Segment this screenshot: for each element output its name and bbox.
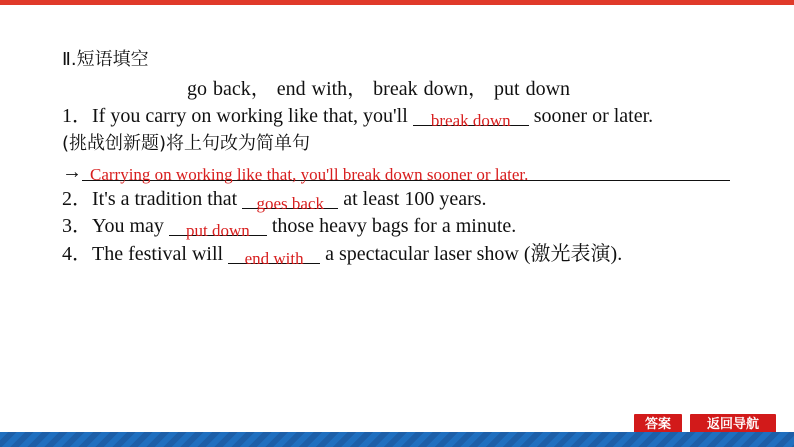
rewrite-instruction (62, 131, 310, 156)
answer-text: goes back (256, 194, 324, 213)
answer-blank (169, 214, 267, 240)
answer-blank (413, 104, 529, 130)
answer-blank (228, 242, 320, 268)
answer-blank (242, 187, 338, 213)
question-3 (62, 214, 516, 238)
question-4 (62, 242, 622, 266)
question-2 (62, 187, 487, 211)
question-text-after: at least 100 years. (338, 188, 487, 210)
back-to-nav-button[interactable]: 返回导航 (690, 414, 776, 436)
question-text-before: If you carry on working like that, you'll (92, 105, 413, 127)
answer-text: end with (244, 249, 304, 268)
section-heading: Ⅱ.短语填空 (62, 49, 149, 70)
instruction-text: 将上句改为简单句 (166, 133, 311, 154)
question-1 (62, 104, 653, 128)
question-number: 2． (62, 188, 92, 210)
question-text-before: You may (92, 215, 169, 237)
answer-text: put down (186, 221, 250, 240)
phrase-bank: go back， end with， break down， put down (187, 78, 571, 100)
question-text-before: The festival will (92, 243, 229, 265)
rewrite-answer-text: Carrying on working like that, you'll break down sooner or later. (90, 165, 529, 184)
question-number: 3． (62, 215, 92, 237)
bottom-accent-bar (0, 432, 794, 447)
question-text-after: those heavy bags for a minute. (266, 215, 517, 237)
question-text-after: sooner or later. (528, 105, 654, 127)
question-number: 4． (62, 243, 92, 265)
answer-text: break down (430, 111, 511, 130)
rewrite-blank (82, 160, 730, 184)
challenge-tag: (挑战创新题) (62, 133, 167, 154)
top-accent-bar (0, 0, 794, 5)
question-number: 1． (62, 105, 92, 127)
answer-button[interactable]: 答案 (634, 414, 682, 436)
arrow-icon: → (62, 161, 82, 183)
question-text-after: a spectacular laser show (激光表演). (320, 243, 623, 265)
rewrite-answer-line (62, 160, 730, 184)
question-text-before: It's a tradition that (92, 188, 243, 210)
